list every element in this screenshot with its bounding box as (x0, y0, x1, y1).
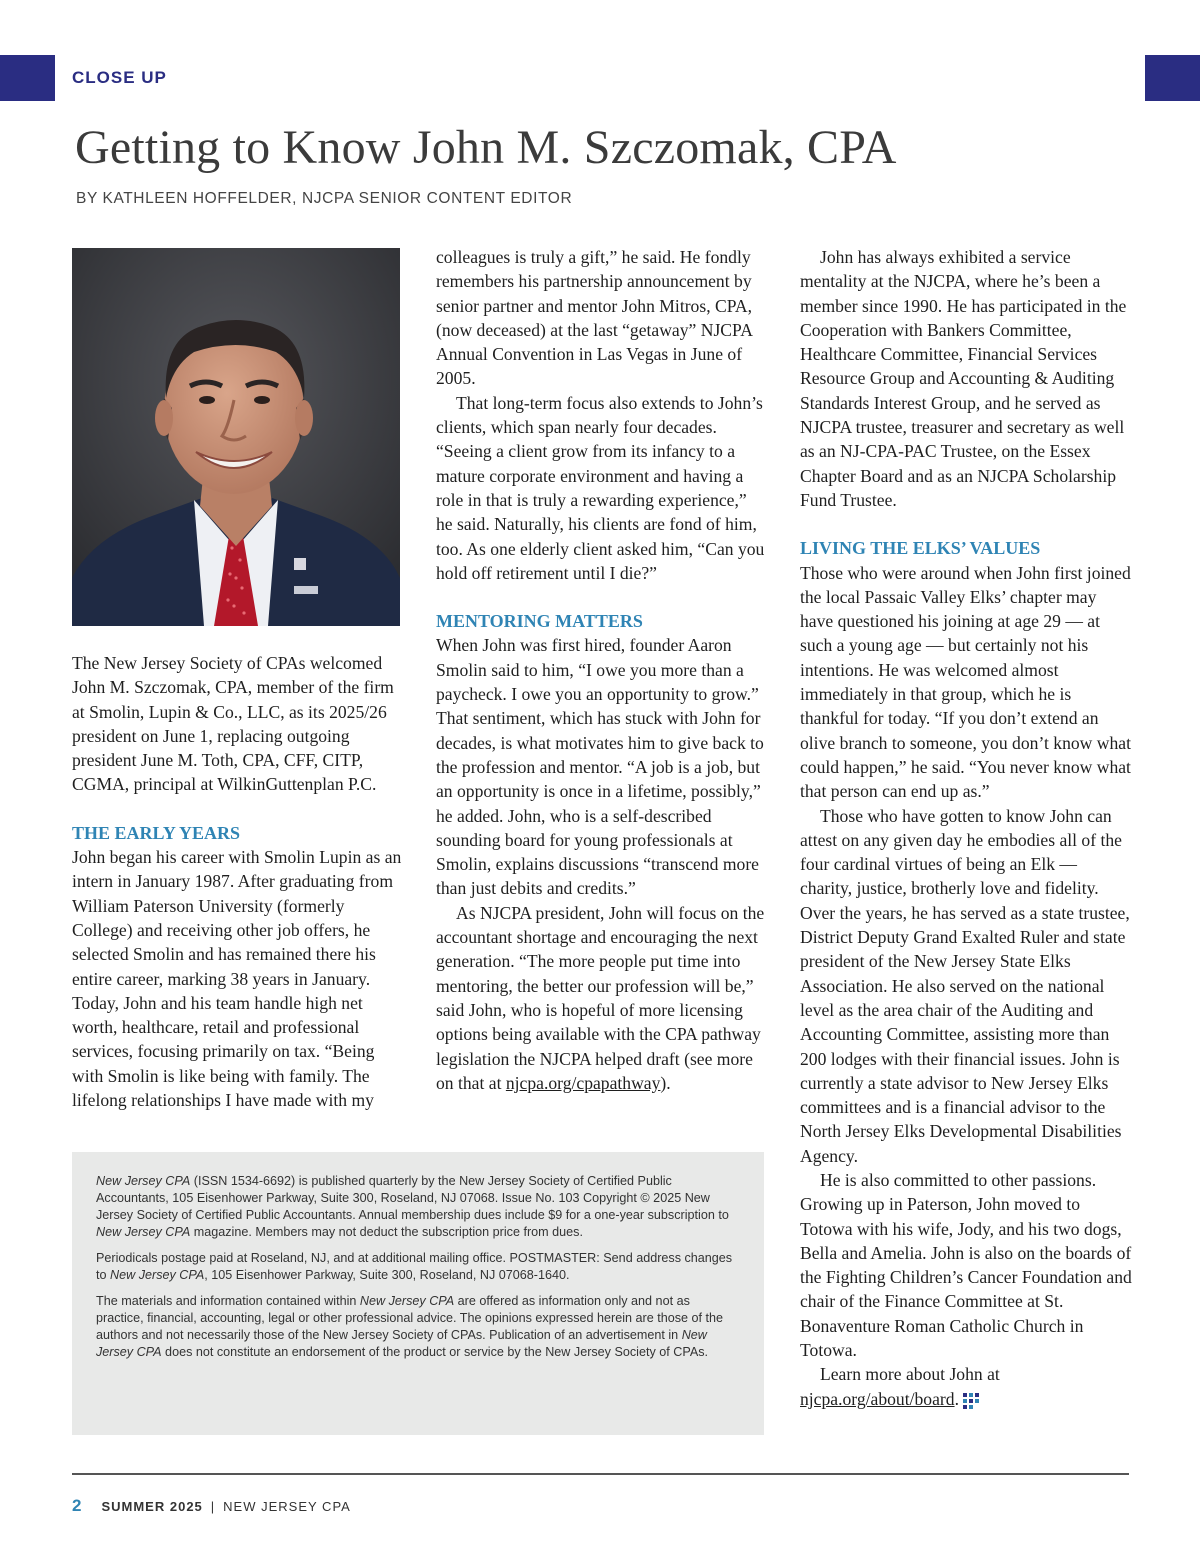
end-mark-icon (963, 1393, 979, 1409)
byline: BY KATHLEEN HOFFELDER, NJCPA SENIOR CONTENT EDITOR (76, 190, 573, 207)
author-portrait-photo (72, 248, 400, 626)
service-paragraph: John has always exhibited a service mentality at the NJCPA, where he’s been a member since 1990. He has participated in the Cooperation with Bankers Committee, Healthcare Committee, Financial Services Resource Group and Accounting & Auditing Standards Interest Group, and he served as NJCPA trustee, treasurer and secretary as well as an NJ-CPA-PAC Trustee, on the Essex Chapter Board and as an NJCPA Scholarship Fund Trustee. (800, 247, 1127, 510)
clients-paragraph: That long-term focus also extends to John’s clients, which span nearly four decades. “Seeing a client grow from its infancy to a mature corporate environment and having a role in that is truly a rewarding experience,” he said. Naturally, his clients are fond of him, too. As one elderly client asked him, “Can you hold off retirement until I die?” (436, 392, 765, 583)
colophon-text: The materials and information contained within (96, 1294, 360, 1308)
corner-accent-right (1145, 55, 1200, 101)
president-focus-paragraph (436, 901, 766, 1095)
magazine-name: New Jersey CPA (96, 1225, 191, 1239)
article-column-1 (72, 651, 404, 1111)
section-heading-elks: LIVING THE ELKS’ VALUES (800, 538, 1041, 559)
about-board-link[interactable]: njcpa.org/about/board (800, 1388, 955, 1409)
page-number: 2 (72, 1496, 82, 1515)
magazine-name: New Jersey CPA (96, 1328, 707, 1359)
article-column-3 (800, 245, 1132, 1411)
colophon-box (72, 1152, 764, 1435)
footer-divider (72, 1473, 1129, 1475)
footer-separator: | (210, 1499, 216, 1514)
learn-more-end: . (954, 1388, 959, 1409)
president-focus-end: ). (660, 1072, 671, 1093)
learn-more-paragraph (800, 1362, 1132, 1411)
colophon-publication-info (96, 1173, 740, 1241)
magazine-name: New Jersey CPA (359, 1294, 455, 1308)
colophon-text: are offered as information only and not as practice, financial, accounting, legal or other professional advice. The opinions expressed herein are those of the authors and not necessarily those of the New Jersey Society of CPAs. Publication of an advertisement in (96, 1294, 724, 1342)
mentoring-paragraph: When John was first hired, founder Aaron Smolin said to him, “I owe you more than a paycheck. I owe you an opportunity to grow.” That sentiment, which has stuck with John for decades, is what motivates him to give back to the profession and mentor. “A job is a job, but an opportunity is once in a lifetime, possibly,” he added. John, who is a self-described sounding board for young professionals at Smolin, explains discussions “transcend more than just debits and credits.” (436, 635, 764, 899)
page-title: Getting to Know John M. Szczomak, CPA (75, 121, 897, 174)
issue-label: SUMMER 2025 (101, 1499, 203, 1514)
section-heading-early-years: THE EARLY YEARS (72, 822, 241, 843)
section-heading-mentoring: MENTORING MATTERS (436, 611, 643, 632)
magazine-name: New Jersey CPA (110, 1268, 205, 1282)
early-years-continued: colleagues is truly a gift,” he said. He fondly remembers his partnership announcement by senior partner and mentor John Mitros, CPA, (now deceased) at the last “getaway” NJCPA Annual Convention in Las Vegas in June of 2005. (436, 247, 753, 389)
section-tag: CLOSE UP (72, 68, 167, 87)
intro-paragraph: The New Jersey Society of CPAs welcomed John M. Szczomak, CPA, member of the firm at Smolin, Lupin & Co., LLC, as its 2025/26 president on June 1, replacing outgoing president June M. Toth, CPA, CFF, CITP, CGMA, principal at WilkinGuttenplan P.C. (72, 653, 394, 795)
page-footer (72, 1496, 351, 1516)
cpapathway-link[interactable]: njcpa.org/cpapathway (505, 1072, 661, 1093)
article-column-2 (436, 245, 766, 1095)
colophon-text: , 105 Eisenhower Parkway, Suite 300, Roseland, NJ 07068-1640. (204, 1268, 570, 1282)
early-years-paragraph: John began his career with Smolin Lupin as an intern in January 1987. After graduating from William Paterson University (formerly College) and receiving other job offers, he selected Smolin and has remained there his entire career, marking 38 years in January. Today, John and his team handle high net worth, healthcare, retail and professional services, focusing primarily on tax. “Being with Smolin is like being with family. The lifelong relationships I have made with my (72, 847, 402, 1111)
president-focus-text: As NJCPA president, John will focus on the accountant shortage and encouraging the next generation. “The more people put time into mentoring, the better our profession will be,” said John, who is hopeful of more licensing options being available with the CPA pathway legislation the NJCPA helped draft (see more on that at (436, 902, 765, 1093)
colophon-disclaimer (96, 1293, 740, 1361)
publication-name: NEW JERSEY CPA (223, 1499, 351, 1514)
colophon-text: does not constitute an endorsement of the product or service by the New Jersey Society of CPAs. (161, 1345, 709, 1359)
learn-more-text: Learn more about John at (820, 1364, 1000, 1385)
colophon-text: (ISSN 1534-6692) is published quarterly by the New Jersey Society of Certified Public Accountants, 105 Eisenhower Parkway, Suite 300, Roseland, NJ 07068. Issue No. 103 Copyright © 2025 New Jersey Society of Certified Public Accountants. Annual membership dues include $9 for a one-year subscription to (96, 1174, 729, 1222)
elks-paragraph-2: Those who have gotten to know John can attest on any given day he embodies all of the four cardinal virtues of being an Elk — charity, justice, brotherly love and fidelity. Over the years, he has served as a state trustee, District Deputy Grand Exalted Ruler and state president of the New Jersey State Elks Association. He also served on the national level as the area chair of the Auditing and Accounting Committee, assisting more than 200 lodges with their financial issues. John is currently a state advisor to New Jersey Elks committees and is a financial advisor to the North Jersey Elks Developmental Disabilities Agency. (800, 805, 1130, 1166)
colophon-text: Periodicals postage paid at Roseland, NJ, and at additional mailing office. POSTMASTER: Send address changes to (96, 1251, 733, 1282)
corner-accent-left (0, 55, 55, 101)
elks-paragraph-3: He is also committed to other passions. Growing up in Paterson, John moved to Totowa with his wife, Jody, and his two dogs, Bella and Amelia. John is also on the boards of the Fighting Children’s Cancer Foundation and chair of the Finance Committee at St. Bonaventure Roman Catholic Church in Totowa. (800, 1169, 1132, 1361)
colophon-postage-info (96, 1250, 740, 1284)
magazine-name: New Jersey CPA (96, 1174, 191, 1188)
colophon-text: magazine. Members may not deduct the subscription price from dues. (190, 1225, 583, 1239)
elks-paragraph-1: Those who were around when John first joined the local Passaic Valley Elks’ chapter may have questioned his joining at age 29 — at such a young age — but certainly not his intentions. He was welcomed almost immediately in that group, which he is thankful for today. “If you don’t extend an olive branch to someone, you don’t know what could happen,” he said. “You never know what that person can end up as.” (800, 562, 1131, 802)
